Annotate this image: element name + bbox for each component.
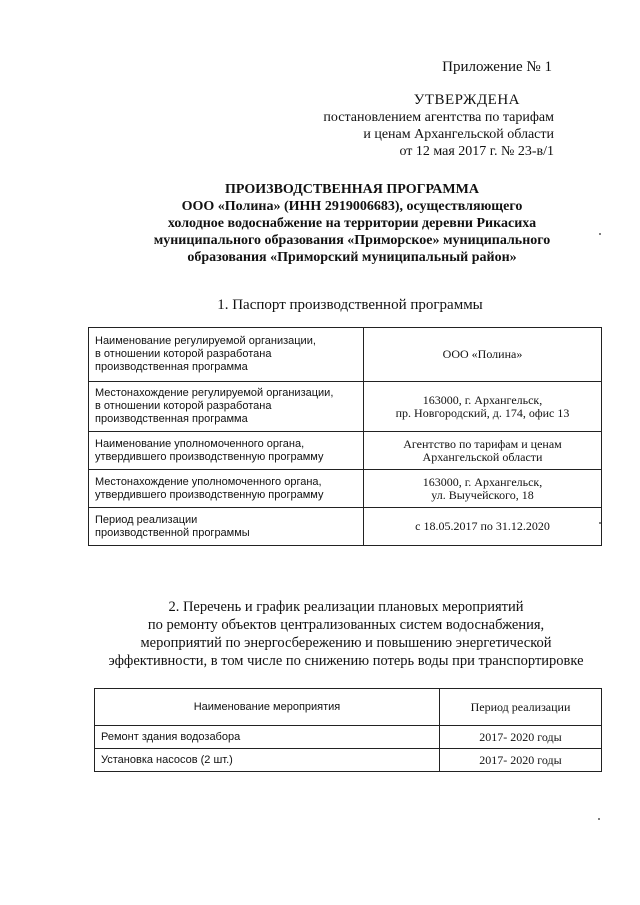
cell-line: с 18.05.2017 по 31.12.2020 [415, 519, 550, 533]
table-row [89, 382, 602, 432]
approval-stamp [323, 92, 554, 160]
cell-line: производственной программы [95, 526, 250, 539]
section2-heading [92, 598, 600, 670]
cell-line: производственная программа [95, 361, 248, 373]
title-line: образования «Приморский муниципальный район» [187, 250, 517, 265]
column-header-period: Период реализации [440, 689, 602, 726]
measure-period-cell: 2017- 2020 годы [440, 749, 602, 772]
heading-line: мероприятий по энергосбережению и повышению энергетической [140, 635, 552, 651]
cell-line: утвердившего производственную программу [95, 488, 324, 501]
table-row [95, 749, 602, 772]
cell-line: Период реализации [95, 513, 198, 526]
cell-line: ООО «Полина» [442, 347, 523, 361]
cell-line: ул. Выучейского, 18 [431, 487, 534, 502]
cell-line: Наименование регулируемой организации, [95, 335, 316, 347]
column-header-name: Наименование мероприятия [95, 689, 440, 726]
table-value-cell [364, 470, 602, 508]
document-title [120, 181, 584, 266]
table-row [89, 432, 602, 470]
heading-line: 2. Перечень и график реализации плановых мероприятий [168, 599, 524, 615]
approval-line: от 12 мая 2017 г. № 23-в/1 [399, 144, 554, 159]
table-value-cell [364, 508, 602, 546]
cell-line: 163000, г. Архангельск, [422, 474, 543, 489]
heading-line: эффективности, в том числе по снижению потерь воды при транспортировке [108, 653, 584, 669]
cell-line: в отношении которой разработана [95, 348, 272, 360]
cell-line: Архангельской области [422, 449, 543, 464]
title-line: ПРОИЗВОДСТВЕННАЯ ПРОГРАММА [225, 182, 479, 197]
measures-table [94, 688, 602, 772]
table-row [89, 470, 602, 508]
title-line: ООО «Полина» (ИНН 2919006683), осуществляющего [181, 199, 523, 214]
table-key-cell [89, 382, 364, 432]
heading-line: по ремонту объектов централизованных систем водоснабжения, [147, 617, 545, 633]
table-key-cell [89, 470, 364, 508]
table-row [89, 328, 602, 382]
cell-line: 163000, г. Архангельск, [422, 392, 543, 407]
approved-label: УТВЕРЖДЕНА [413, 92, 520, 108]
table-key-cell [89, 328, 364, 382]
scan-speck [599, 233, 601, 235]
table-value-cell [364, 432, 602, 470]
approval-line: и ценам Архангельской области [363, 127, 554, 142]
cell-line: в отношении которой разработана [95, 400, 272, 412]
table-row [89, 508, 602, 546]
approval-line: постановлением агентства по тарифам [323, 110, 554, 125]
scan-speck [599, 522, 601, 524]
table-key-cell [89, 432, 364, 470]
cell-line: производственная программа [95, 413, 248, 425]
section1-heading: 1. Паспорт производственной программы [217, 297, 483, 313]
measure-period-cell: 2017- 2020 годы [440, 726, 602, 749]
table-header-row [95, 689, 602, 726]
table-key-cell [89, 508, 364, 546]
cell-line: утвердившего производственную программу [95, 450, 324, 463]
cell-line: Агентство по тарифам и ценам [403, 436, 562, 451]
appendix-label: Приложение № 1 [442, 59, 552, 75]
table-value-cell [364, 328, 602, 382]
cell-line: Наименование уполномоченного органа, [95, 437, 305, 450]
title-line: холодное водоснабжение на территории деревни Рикасиха [167, 216, 537, 231]
cell-line: Местонахождение регулируемой организации, [95, 387, 334, 399]
measure-name-cell: Установка насосов (2 шт.) [95, 749, 440, 772]
measure-name-cell: Ремонт здания водозабора [95, 726, 440, 749]
cell-line: Местонахождение уполномоченного органа, [95, 475, 322, 488]
passport-table [88, 327, 602, 546]
scan-speck [598, 818, 600, 820]
cell-line: пр. Новгородский, д. 174, офис 13 [395, 405, 570, 420]
table-row [95, 726, 602, 749]
title-line: муниципального образования «Приморское» муниципального [153, 233, 551, 248]
table-value-cell [364, 382, 602, 432]
